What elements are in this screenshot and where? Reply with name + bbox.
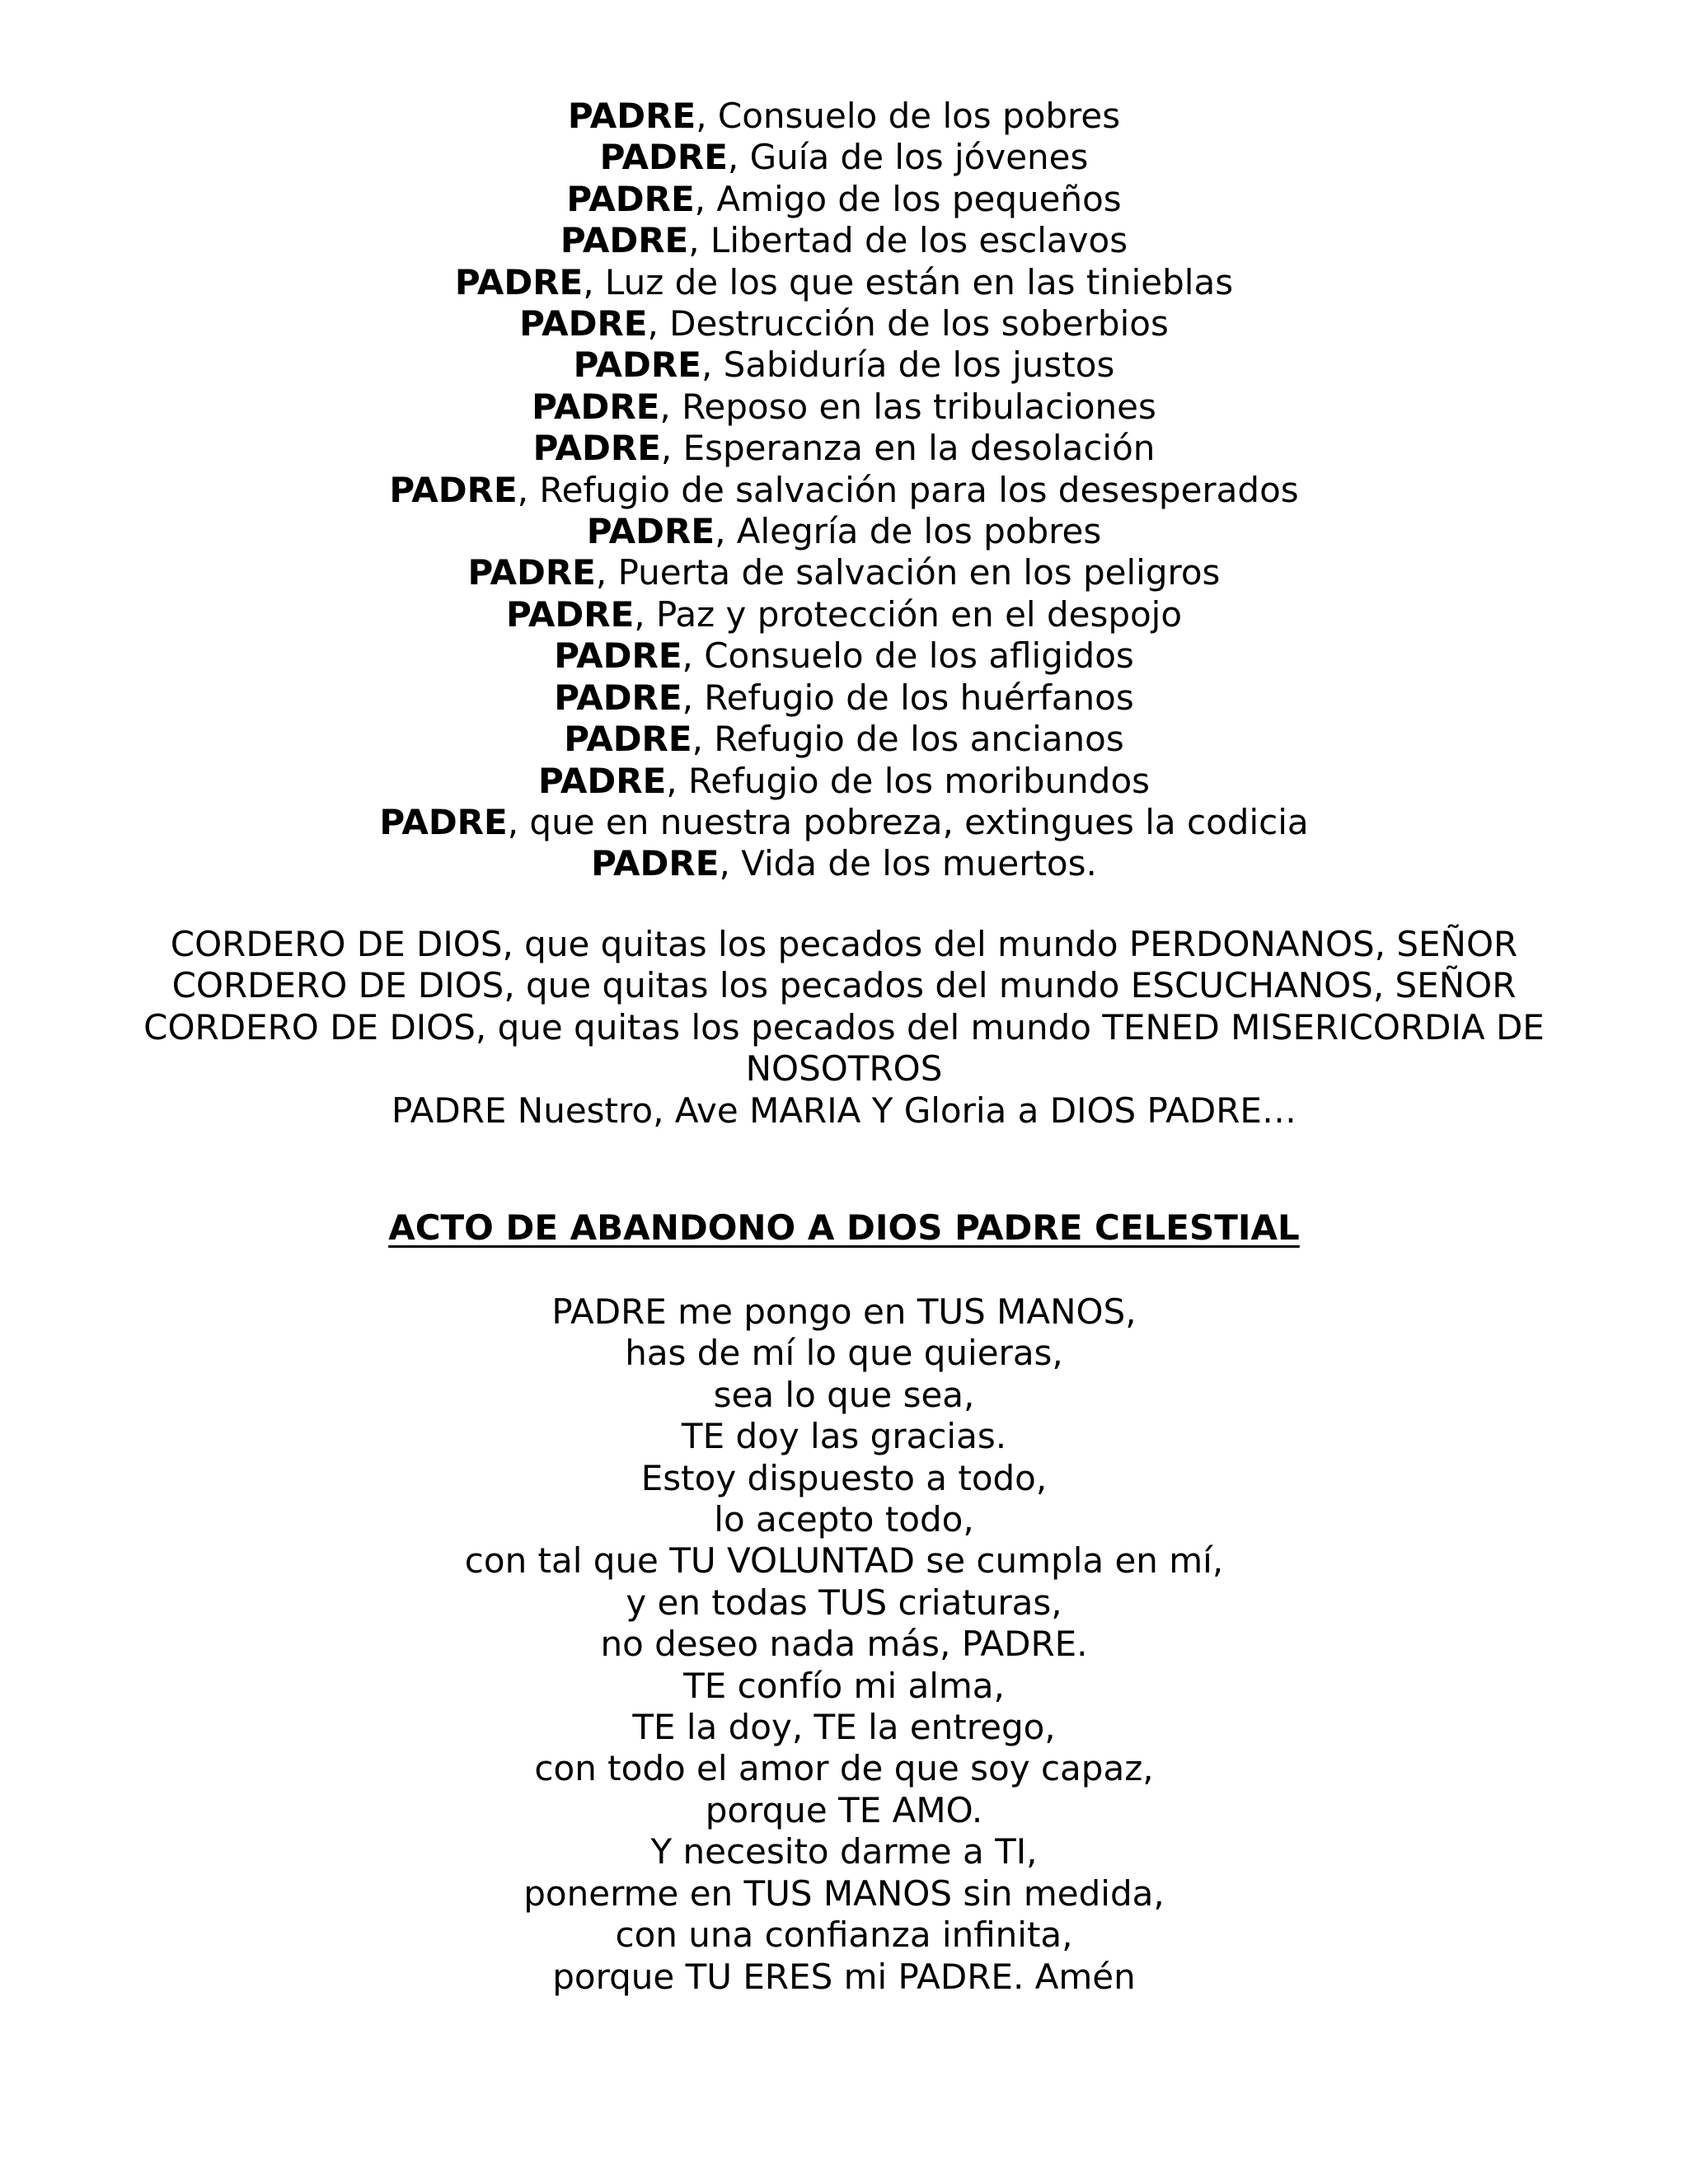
litany-line: [0, 843, 1688, 884]
litany-text: , Consuelo de los afligidos: [682, 635, 1134, 677]
act-line: has de mí lo que quieras,: [625, 1333, 1063, 1374]
act-heading-wrap: [0, 1207, 1688, 1249]
litany-text: , Destrucción de los soberbios: [647, 303, 1169, 344]
litany-line: [0, 635, 1688, 677]
act-line: porque TE AMO.: [705, 1789, 983, 1830]
litany-line: [0, 594, 1688, 635]
litany-padre: PADRE: [573, 344, 701, 386]
litany-padre: PADRE: [564, 719, 692, 760]
act-line: porque TU ERES mi PADRE. Amén: [552, 1956, 1136, 1997]
litany-text: , Amigo de los pequeños: [694, 178, 1122, 219]
act-line: TE la doy, TE la entrego,: [632, 1707, 1056, 1748]
litany-padre: PADRE: [554, 677, 682, 718]
litany-text: , Puerta de salvación en los peligros: [595, 552, 1221, 593]
litany-text: , Refugio de los huérfanos: [682, 677, 1134, 718]
litany-padre: PADRE: [454, 261, 584, 302]
litany-text: , Consuelo de los pobres: [696, 96, 1121, 136]
litany-text: , Paz y protección en el despojo: [634, 593, 1183, 635]
litany-line: [0, 470, 1688, 511]
litany-text: , Sabiduría de los justos: [701, 344, 1115, 386]
litany-line: [0, 387, 1688, 428]
act-line: Y necesito darme a TI,: [650, 1831, 1038, 1872]
litany-line: [0, 511, 1688, 552]
litany-line: [0, 220, 1688, 261]
litany-padre: PADRE: [566, 178, 695, 219]
litany-line: [0, 137, 1688, 178]
litany-padre: PADRE: [379, 801, 508, 842]
litany-line: [0, 719, 1688, 760]
agnus-line: PADRE Nuestro, Ave MARIA Y Gloria a DIOS PADRE…: [392, 1090, 1296, 1131]
litany-line: [0, 262, 1688, 303]
litany-padre: PADRE: [467, 552, 596, 593]
act-line: no deseo nada más, PADRE.: [600, 1624, 1088, 1665]
litany-line: [0, 552, 1688, 593]
litany-text: , Alegría de los pobres: [715, 511, 1102, 552]
agnus-line: CORDERO DE DIOS, que quitas los pecados del mundo PERDONANOS, SEÑOR: [170, 924, 1518, 964]
litany-text: , Refugio de salvación para los desesperados: [517, 469, 1299, 510]
litany-section: [0, 96, 1688, 885]
act-title: ACTO DE ABANDONO A DIOS PADRE CELESTIAL: [388, 1207, 1300, 1248]
agnus-line: NOSOTROS: [745, 1048, 943, 1090]
act-prayer-section: [0, 1291, 1688, 1998]
act-line: PADRE me pongo en TUS MANOS,: [551, 1291, 1137, 1332]
litany-text: , Reposo en las tribulaciones: [659, 386, 1156, 427]
act-line: con todo el amor de que soy capaz,: [534, 1748, 1154, 1789]
agnus-line: CORDERO DE DIOS, que quitas los pecados del mundo ESCUCHANOS, SEÑOR: [171, 965, 1517, 1006]
act-line: con tal que TU VOLUNTAD se cumpla en mí,: [464, 1540, 1224, 1582]
agnus-dei-section: [0, 924, 1688, 1132]
act-line: ponerme en TUS MANOS sin medida,: [523, 1872, 1165, 1914]
act-line: sea lo que sea,: [713, 1374, 975, 1415]
litany-padre: PADRE: [554, 635, 682, 677]
litany-line: [0, 179, 1688, 220]
act-line: Estoy dispuesto a todo,: [640, 1457, 1048, 1498]
act-line: TE doy las gracias.: [681, 1416, 1007, 1457]
litany-padre: PADRE: [505, 593, 635, 635]
litany-padre: PADRE: [586, 511, 715, 552]
act-line: con una confianza infinita,: [615, 1915, 1073, 1956]
litany-text: , Luz de los que están en las tinieblas: [583, 261, 1234, 302]
litany-line: [0, 802, 1688, 843]
act-line: lo acepto todo,: [714, 1499, 974, 1540]
litany-padre: PADRE: [591, 843, 720, 884]
litany-text: , Refugio de los ancianos: [692, 719, 1124, 760]
litany-padre: PADRE: [532, 386, 660, 427]
litany-text: , Vida de los muertos.: [719, 843, 1097, 884]
litany-padre: PADRE: [599, 137, 728, 178]
litany-text: , que en nuestra pobreza, extingues la codicia: [507, 801, 1309, 842]
act-line: y en todas TUS criaturas,: [626, 1582, 1062, 1623]
litany-text: , Guía de los jóvenes: [727, 137, 1089, 178]
litany-padre: PADRE: [519, 303, 648, 344]
litany-padre: PADRE: [389, 469, 518, 510]
litany-line: [0, 303, 1688, 344]
litany-line: [0, 761, 1688, 802]
litany-text: , Libertad de los esclavos: [688, 220, 1128, 261]
litany-line: [0, 96, 1688, 137]
litany-padre: PADRE: [532, 428, 661, 469]
act-line: TE confío mi alma,: [683, 1665, 1005, 1706]
litany-line: [0, 344, 1688, 386]
litany-line: [0, 428, 1688, 469]
litany-padre: PADRE: [567, 96, 696, 136]
litany-padre: PADRE: [560, 220, 689, 261]
litany-text: , Refugio de los moribundos: [666, 760, 1151, 801]
litany-padre: PADRE: [537, 760, 667, 801]
litany-text: , Esperanza en la desolación: [660, 428, 1156, 469]
agnus-line: CORDERO DE DIOS, que quitas los pecados del mundo TENED MISERICORDIA DE: [143, 1006, 1545, 1047]
litany-line: [0, 677, 1688, 719]
